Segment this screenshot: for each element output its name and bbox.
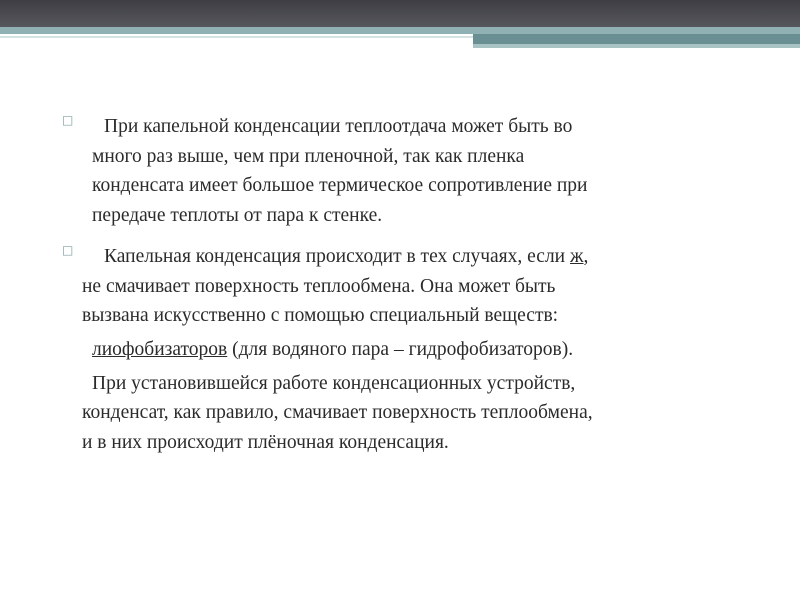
paragraph-2 [82,242,752,457]
paragraph-2-line-6: конденсат, как правило, смачивает поверхность теплообмена, [82,402,593,423]
square-bullet-icon: □ [62,243,74,257]
paragraph-1 [82,112,752,230]
paragraph-1-line-2: много раз выше, чем при пленочной, так как пленка [92,145,525,167]
paragraph-2-line-3: вызвана искусственно с помощью специальный веществ: [82,305,559,326]
paragraph-2-line-7: и в них происходит плёночная конденсация. [82,431,449,453]
paragraph-2-line-4 [82,331,752,369]
paragraph-1-line-1: При капельной конденсации теплоотдача может быть во [104,116,573,137]
zh-link[interactable]: ж [570,246,584,267]
paragraph-2-line-1-text: Капельная конденсация происходит в тех случаях, если [104,246,570,267]
paragraph-2-line-1-end: , [583,246,589,267]
accent-stripe-dark [473,34,800,44]
header-bar [0,0,800,27]
paragraph-2-line-1 [82,242,752,272]
bullet-item-2 [62,242,752,457]
square-bullet-icon: □ [62,113,74,127]
accent-stripe-line [0,36,473,38]
liophobizer-link[interactable]: лиофобизаторов [92,338,228,360]
paragraph-1-line-4: передаче теплоты от пара к стенке. [92,204,383,226]
paragraph-2-line-2: не смачивает поверхность теплообмена. Она может быть [82,275,556,297]
accent-stripe-light [473,44,800,48]
accent-stripe [0,27,800,34]
paragraph-2-line-4-text: (для водяного пара – гидрофобизаторов). [227,338,574,360]
bullet-item-1 [62,112,752,230]
paragraph-1-line-3: конденсата имеет большое термическое сопротивление при [92,175,588,196]
slide-content [62,112,752,469]
paragraph-2-line-5: При установившейся работе конденсационных устройств, [92,372,576,394]
